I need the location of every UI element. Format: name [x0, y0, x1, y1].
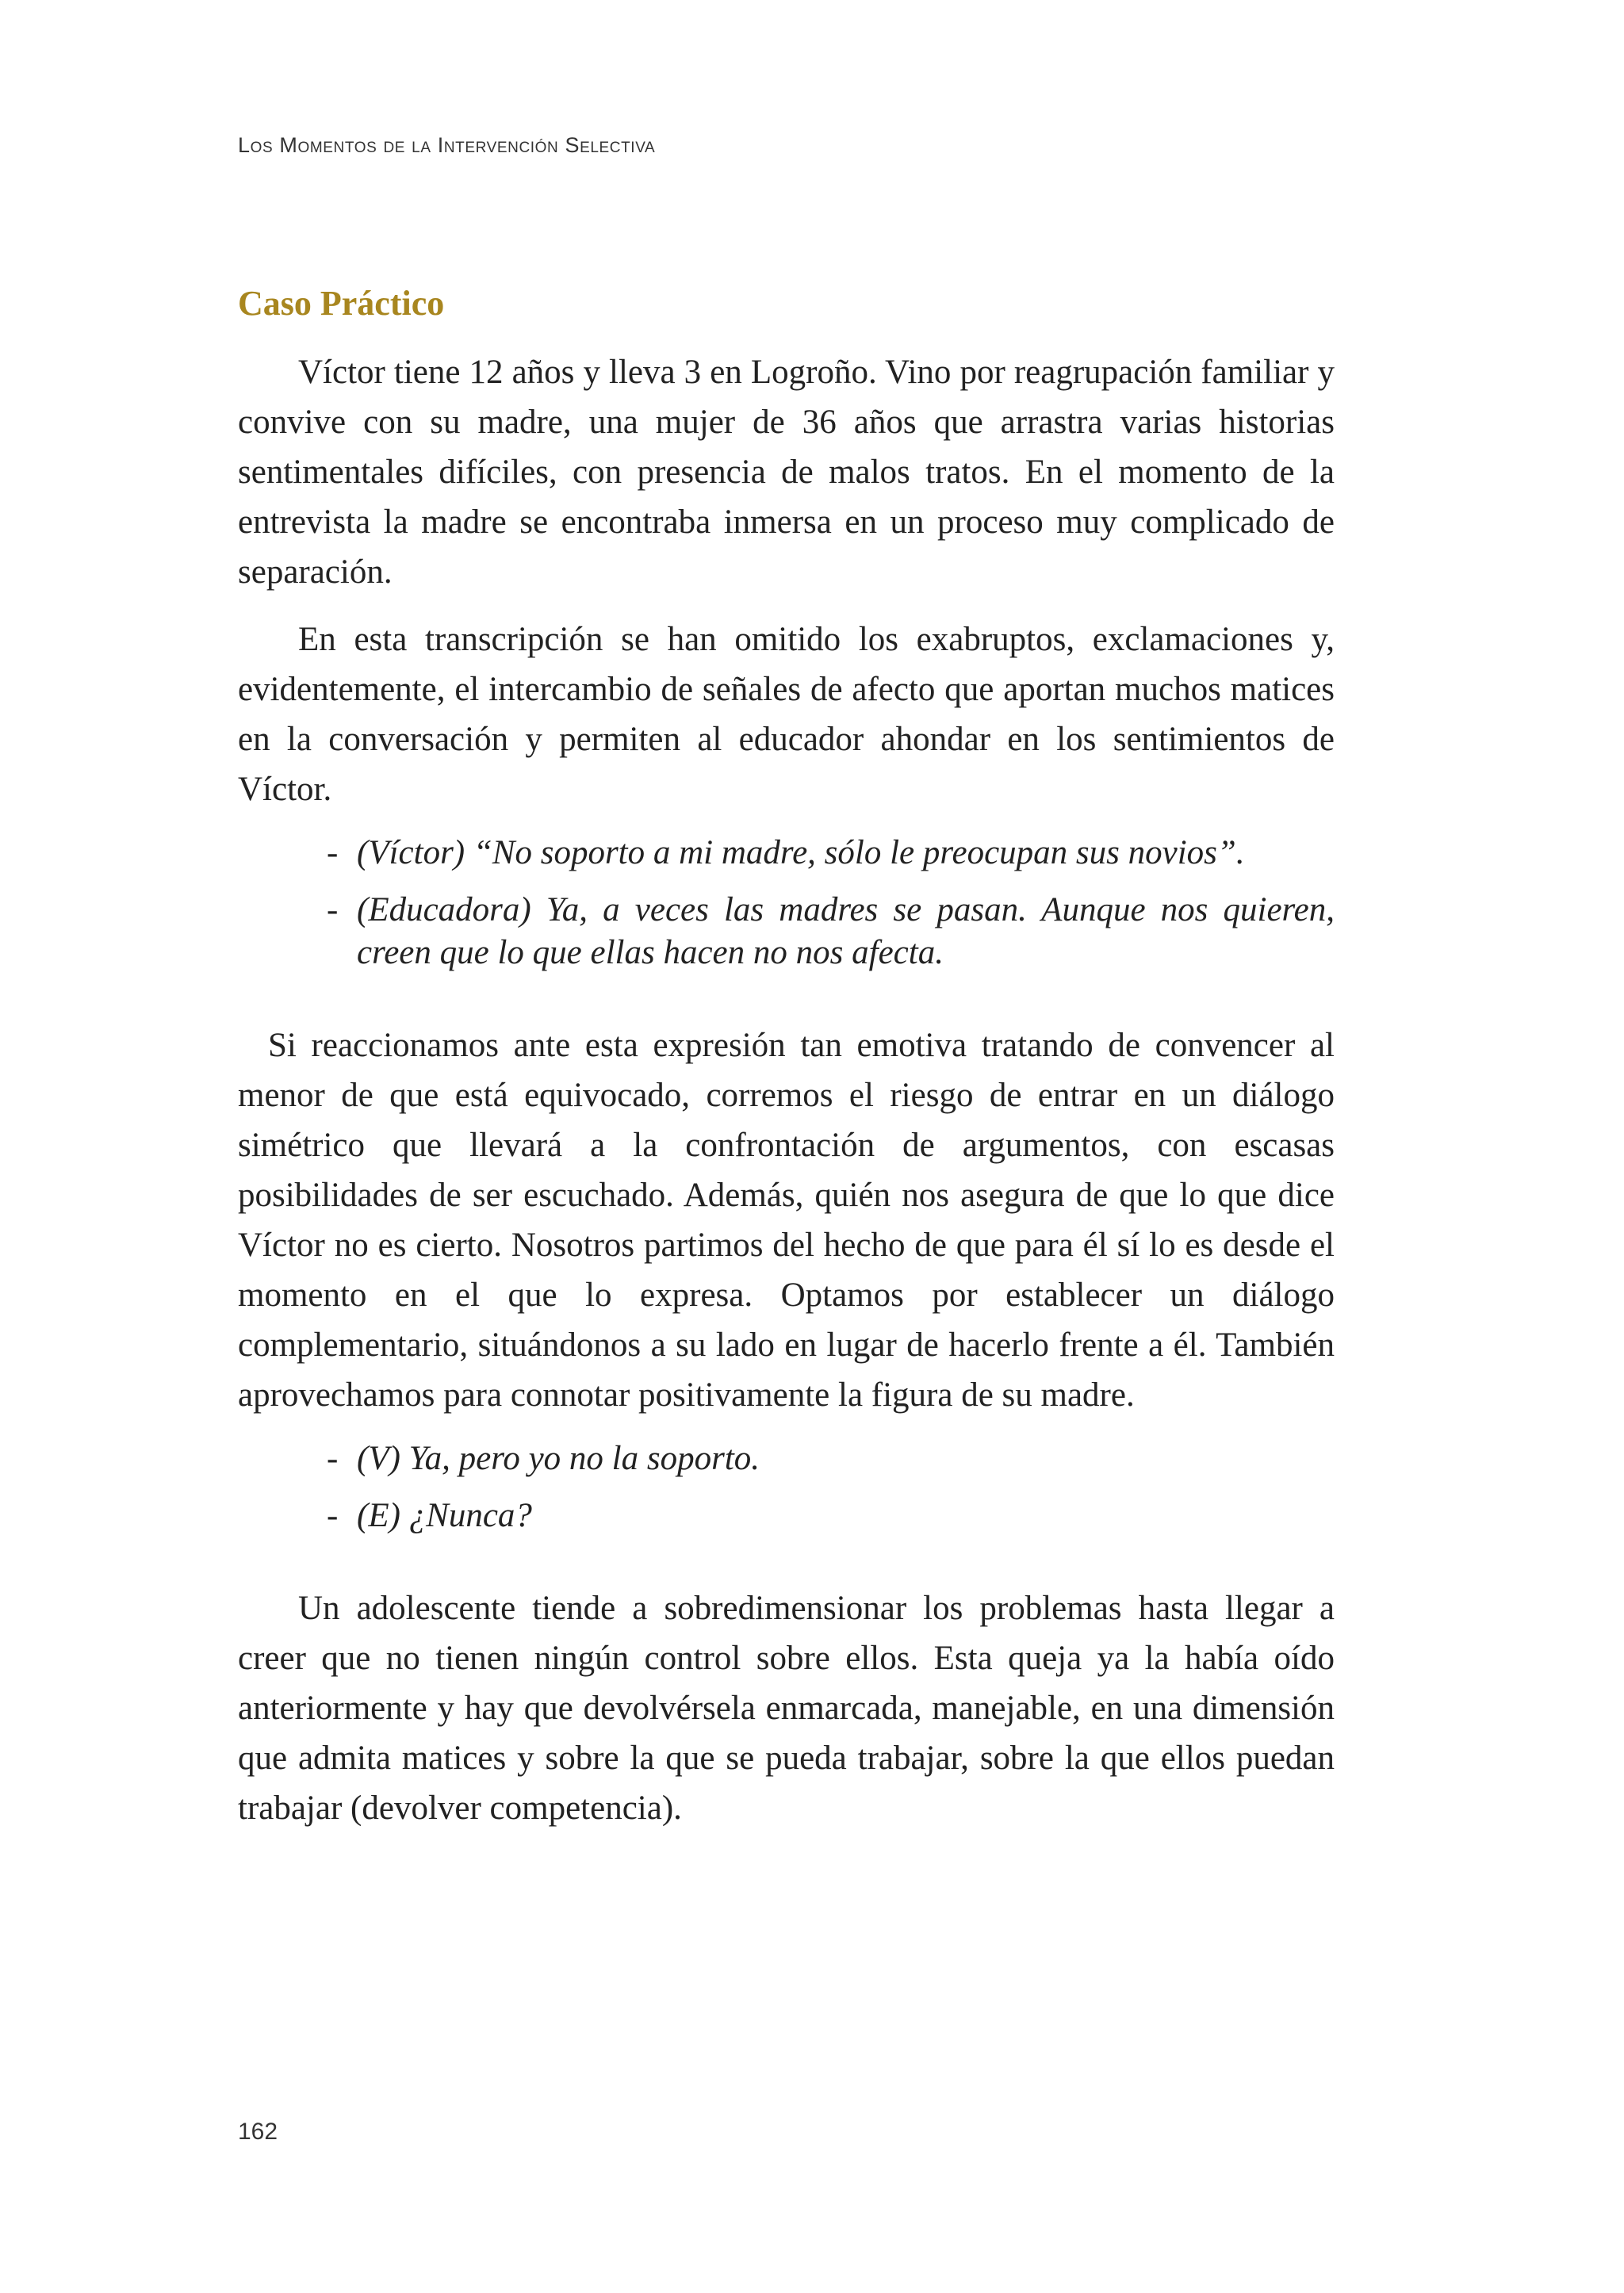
running-header: Los Momentos de la Intervención Selectiva — [238, 133, 656, 157]
dialogue-list-1 — [238, 832, 1335, 974]
page-number: 162 — [238, 2119, 278, 2145]
page-body — [238, 279, 1335, 1833]
paragraph-conclusion: Un adolescente tiende a sobredimensionar los problemas hasta llegar a creer que no tienen ningún control sobre ellos. Esta queja ya la había oído anteriormente y hay que devolvérsela enmarcada, manejable, en una dimensión que admita matices y sobre la que se pueda trabajar, sobre la que ellos puedan trabajar (devolver competencia). — [238, 1590, 1335, 1827]
paragraph-intro: Víctor tiene 12 años y lleva 3 en Logroño. Vino por reagrupación familiar y convive con su madre, una mujer de 36 años que arrastra varias historias sentimentales difíciles, con presencia de malos tratos. En el momento de la entrevista la madre se encontraba inmersa en un proceso muy complicado de separación. — [238, 354, 1335, 591]
section-title: Caso Práctico — [238, 284, 445, 323]
dialogue-line: - (Educadora) Ya, a veces las madres se pasan. Aunque nos quieren, creen que lo que ellas hacen no nos afecta. — [357, 889, 1335, 974]
dialogue-line: - (V) Ya, pero yo no la soporto. — [357, 1437, 1335, 1480]
paragraph-analysis: Si reaccionamos ante esta expresión tan emotiva tratando de convencer al menor de que está equivocado, corremos el riesgo de entrar en un diálogo simétrico que llevará a la confrontación de argumentos, con escasas posibilidades de ser escuchado. Además, quién nos asegura de que lo que dice Víctor no es cierto. Nosotros partimos del hecho de que para él sí lo es desde el momento en el que lo expresa. Optamos por establecer un diálogo complementario, situándonos a su lado en lugar de hacerlo frente a él. También aprovechamos para connotar positivamente la figura de su madre. — [238, 1027, 1335, 1414]
dialogue-line: - (Víctor) “No soporto a mi madre, sólo le preocupan sus novios”. — [357, 832, 1335, 875]
paragraph-transcription-note: En esta transcripción se han omitido los exabruptos, exclamaciones y, evidentemente, el intercambio de señales de afecto que aportan muchos matices en la conversación y permiten al educador ahondar en los sentimientos de Víctor. — [238, 621, 1335, 808]
dialogue-list-2 — [238, 1437, 1335, 1537]
dialogue-line: - (E) ¿Nunca? — [357, 1495, 1335, 1537]
